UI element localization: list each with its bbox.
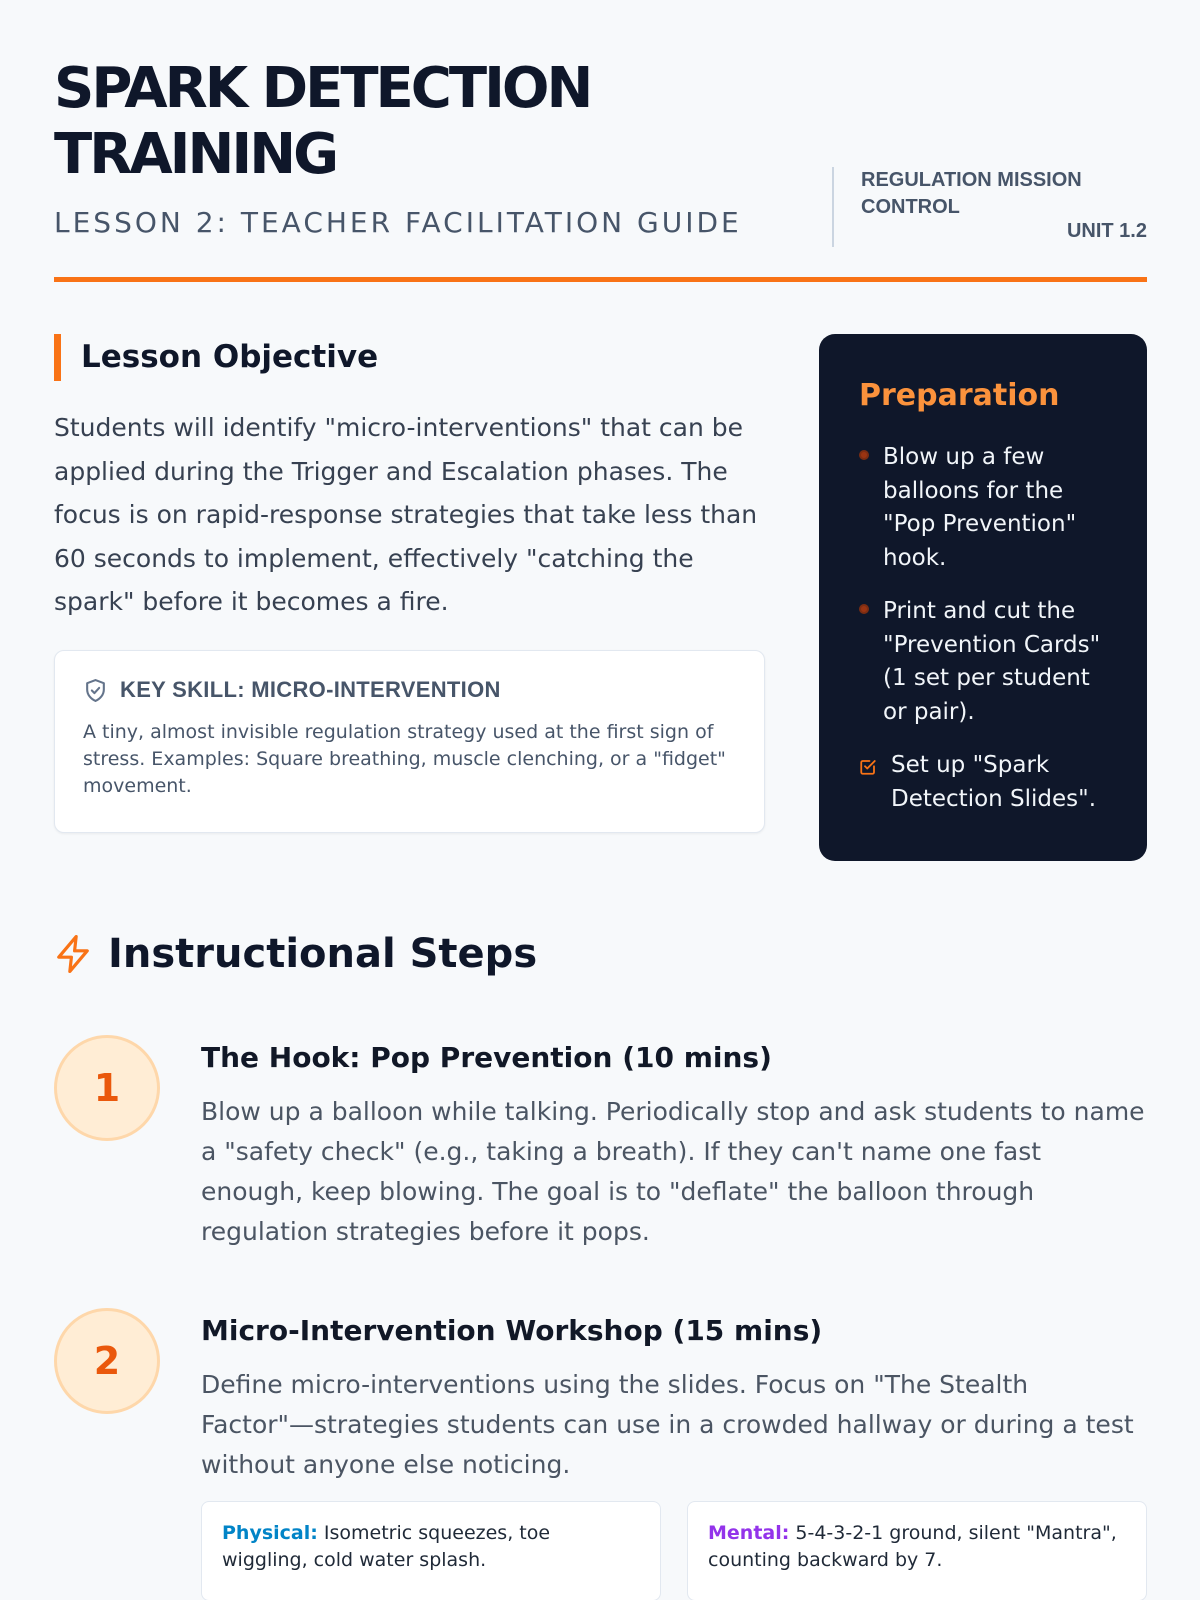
mission-label: REGULATION MISSION CONTROL <box>861 169 1082 218</box>
page-title: SPARK DETECTION TRAINING <box>54 56 591 187</box>
key-skill-title: KEY SKILL: MICRO-INTERVENTION <box>120 677 501 702</box>
step-title: Micro-Intervention Workshop (15 mins) <box>201 1314 823 1347</box>
objective-text: Students will identify "micro-interventions" that can be applied during the Trigger and Escalation phases. The focus is on rapid-response strategies that take less than 60 seconds to implement, effectively "catching the spark" before it becomes a fire. <box>54 413 758 616</box>
key-skill-text: A tiny, almost invisible regulation strategy used at the first sign of stress. Examples: Square breathing, muscle clenching, or a "fidget" movement. <box>83 721 726 797</box>
mental-label: Mental: <box>708 1522 790 1544</box>
page-subtitle: LESSON 2: TEACHER FACILITATION GUIDE <box>54 206 742 239</box>
preparation-panel <box>819 334 1147 861</box>
page-header <box>54 0 1147 282</box>
step-text: Define micro-interventions using the slides. Focus on "The Stealth Factor"—strategies students can use in a crowded hallway or during a test without anyone else noticing. <box>201 1370 1134 1479</box>
unit-label: UNIT 1.2 <box>1066 220 1147 242</box>
facilitation-guide-page <box>54 0 1147 1571</box>
preparation-list <box>859 441 1117 816</box>
step-body <box>201 1308 1147 1485</box>
physical-strategy-card <box>201 1501 661 1600</box>
key-skill-card <box>54 650 765 833</box>
physical-text: Isometric squeezes, toe wiggling, cold water splash. <box>222 1522 551 1571</box>
preparation-item-text: Set up "Spark Detection Slides". <box>891 752 1097 812</box>
key-skill-title-row <box>83 677 736 703</box>
preparation-item-text: Blow up a few balloons for the "Pop Prevention" hook. <box>883 444 1077 571</box>
shield-check-icon <box>83 678 108 703</box>
steps-heading <box>54 926 537 982</box>
step-number-badge: 2 <box>54 1308 160 1414</box>
step-body <box>201 1035 1147 1252</box>
step-title: The Hook: Pop Prevention (10 mins) <box>201 1041 772 1074</box>
preparation-item-text: Print and cut the "Prevention Cards" (1 set per student or pair). <box>883 598 1101 725</box>
step-text: Blow up a balloon while talking. Periodically stop and ask students to name a "safety check" (e.g., taking a breath). If they can't name one fast enough, keep blowing. The goal is to "deflate" the balloon through regulation strategies before it pops. <box>201 1097 1145 1246</box>
bullet-dot-icon <box>859 450 869 460</box>
objective-heading: Lesson Objective <box>54 334 378 381</box>
strategy-cards <box>201 1501 1147 1600</box>
physical-label: Physical: <box>222 1522 318 1544</box>
mental-strategy-card <box>687 1501 1147 1600</box>
header-meta <box>832 167 1147 247</box>
steps-heading-text: Instructional Steps <box>108 931 538 977</box>
mental-text: 5-4-3-2-1 ground, silent "Mantra", counting backward by 7. <box>708 1522 1117 1571</box>
preparation-item <box>859 441 1117 575</box>
preparation-title: Preparation <box>859 378 1060 413</box>
step-number-badge: 1 <box>54 1035 160 1141</box>
lightning-icon <box>54 933 92 975</box>
bullet-dot-icon <box>859 604 869 614</box>
checkbox-icon <box>859 758 877 776</box>
preparation-item <box>859 749 1117 816</box>
preparation-item <box>859 595 1117 729</box>
